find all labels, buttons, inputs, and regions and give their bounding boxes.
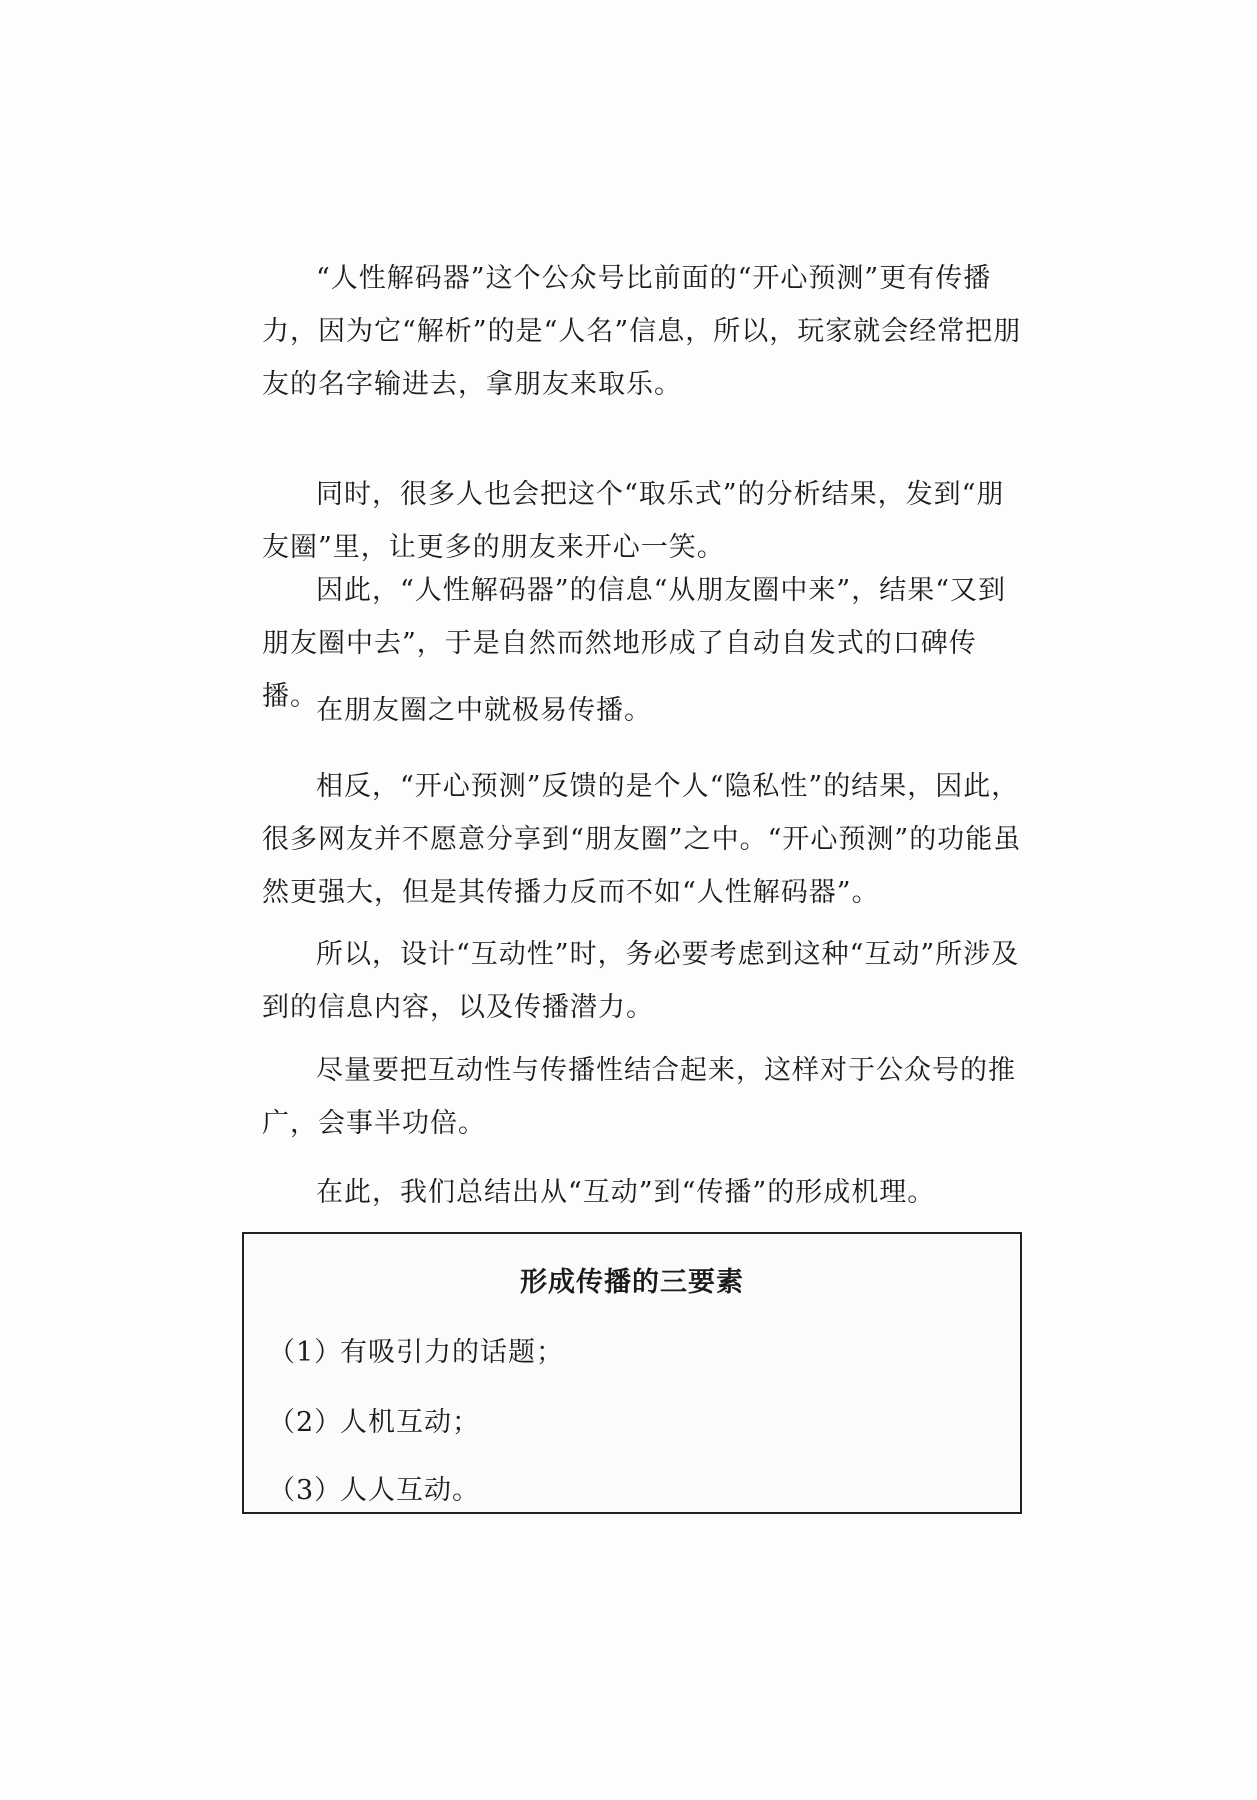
summary-item-2: [268, 1400, 480, 1439]
summary-box-title: 形成传播的三要素: [520, 1267, 744, 1298]
paragraph-8: 在此，我们总结出从“互动”到“传播”的形成机理。: [316, 1177, 936, 1208]
paragraph-2: 同时，很多人也会把这个“取乐式”的分析结果，发到“朋友圈”里，让更多的朋友来开心一笑。: [262, 479, 1005, 563]
paragraph-5: 相反，“开心预测”反馈的是个人“隐私性”的结果，因此，很多网友并不愿意分享到“朋友圈”之中。“开心预测”的功能虽然更强大，但是其传播力反而不如“人性解码器”。: [262, 771, 1022, 908]
paragraph-4: 在朋友圈之中就极易传播。: [316, 695, 652, 726]
summary-item-3: [268, 1468, 480, 1507]
summary-item-text: 有吸引力的话题；: [340, 1337, 564, 1368]
summary-item-number: （3）: [268, 1475, 343, 1506]
summary-item-number: （2）: [268, 1407, 343, 1438]
summary-item-1: [268, 1330, 564, 1369]
summary-box: [242, 1232, 1022, 1514]
paragraph-1: “人性解码器”这个公众号比前面的“开心预测”更有传播力，因为它“解析”的是“人名”信息，所以，玩家就会经常把朋友的名字输进去，拿朋友来取乐。: [262, 263, 1022, 400]
paragraph-7: 尽量要把互动性与传播性结合起来，这样对于公众号的推广，会事半功倍。: [262, 1055, 1016, 1139]
paragraph-3: 因此，“人性解码器”的信息“从朋友圈中来”，结果“又到朋友圈中去”，于是自然而然地形成了自动自发式的口碑传播。: [262, 575, 1007, 712]
summary-item-text: 人机互动；: [340, 1407, 480, 1438]
summary-item-text: 人人互动。: [340, 1475, 480, 1506]
summary-item-number: （1）: [268, 1337, 343, 1368]
paragraph-6: 所以，设计“互动性”时，务必要考虑到这种“互动”所涉及到的信息内容，以及传播潜力。: [262, 939, 1020, 1023]
